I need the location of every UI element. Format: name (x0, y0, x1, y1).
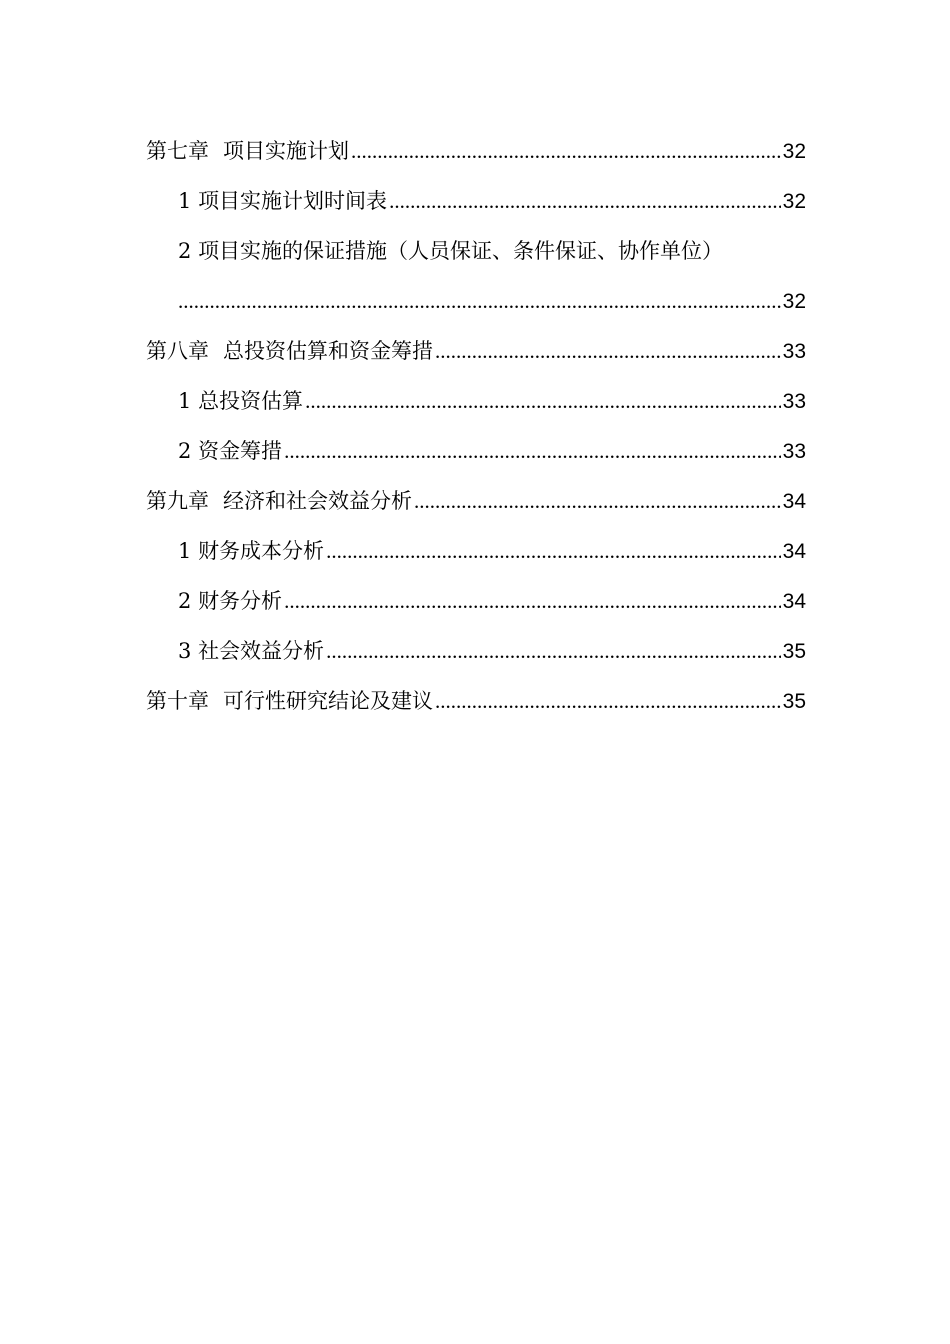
toc-page-number: 34 (782, 590, 806, 613)
toc-entry-title (146, 326, 433, 376)
chapter-title: 经济和社会效益分析 (223, 489, 412, 513)
chapter-label: 第十章 (146, 689, 209, 713)
toc-entry-title (146, 126, 349, 176)
section-title: 项目实施的保证措施（人员保证、条件保证、协作单位） (198, 239, 724, 263)
section-number: 2 (178, 589, 192, 613)
toc-entry-title (178, 626, 324, 676)
dot-leader (326, 626, 781, 676)
toc-page-number: 32 (782, 290, 806, 313)
toc-entry-9-3[interactable] (146, 626, 806, 676)
toc-entry-title (178, 576, 282, 626)
dot-leader (305, 376, 781, 426)
toc-entry-chapter-10[interactable] (146, 676, 806, 726)
toc-page-number: 32 (782, 140, 806, 163)
section-number: 3 (178, 639, 192, 663)
chapter-label: 第八章 (146, 339, 209, 363)
toc-entry-9-1[interactable] (146, 526, 806, 576)
chapter-title: 可行性研究结论及建议 (223, 689, 433, 713)
toc-page-number: 35 (782, 640, 806, 663)
dot-leader (351, 126, 781, 176)
dot-leader (284, 576, 781, 626)
toc-entry-8-1[interactable] (146, 376, 806, 426)
dot-leader (178, 276, 781, 326)
toc-entry-title (178, 526, 324, 576)
section-title: 财务成本分析 (198, 539, 325, 563)
section-title: 项目实施计划时间表 (198, 189, 388, 213)
section-number: 1 (178, 389, 192, 413)
toc-entry-chapter-8[interactable] (146, 326, 806, 376)
section-number: 2 (178, 439, 192, 463)
toc-entry-9-2[interactable] (146, 576, 806, 626)
dot-leader (435, 326, 781, 376)
toc-page-number: 34 (782, 540, 806, 563)
section-title: 社会效益分析 (198, 639, 325, 663)
toc-page-number: 33 (782, 440, 806, 463)
toc-entry-chapter-9[interactable] (146, 476, 806, 526)
toc-entry-title (146, 476, 412, 526)
section-number: 2 (178, 239, 192, 263)
dot-leader (284, 426, 781, 476)
toc-entry-title (178, 176, 387, 226)
toc-entry-title (146, 676, 433, 726)
toc-page-number: 33 (782, 390, 806, 413)
table-of-contents (146, 126, 806, 726)
toc-page-number: 34 (782, 490, 806, 513)
chapter-label: 第七章 (146, 139, 209, 163)
toc-page-number: 35 (782, 690, 806, 713)
dot-leader (435, 676, 781, 726)
section-title: 总投资估算 (198, 389, 304, 413)
toc-entry-title (178, 426, 282, 476)
toc-entry-chapter-7[interactable] (146, 126, 806, 176)
section-title: 资金筹措 (198, 439, 283, 463)
toc-entry-8-2[interactable] (146, 426, 806, 476)
toc-entry-title (178, 376, 303, 426)
section-title: 财务分析 (198, 589, 283, 613)
dot-leader (326, 526, 781, 576)
section-number: 1 (178, 539, 192, 563)
section-number: 1 (178, 189, 192, 213)
chapter-title: 总投资估算和资金筹措 (223, 339, 433, 363)
toc-entry-title (178, 226, 723, 276)
toc-entry-7-2[interactable] (146, 226, 806, 276)
toc-page-number: 32 (782, 190, 806, 213)
chapter-title: 项目实施计划 (223, 139, 349, 163)
chapter-label: 第九章 (146, 489, 209, 513)
toc-entry-7-1[interactable] (146, 176, 806, 226)
toc-entry-7-2-continuation[interactable] (146, 276, 806, 326)
toc-page-number: 33 (782, 340, 806, 363)
dot-leader (414, 476, 781, 526)
dot-leader (389, 176, 781, 226)
